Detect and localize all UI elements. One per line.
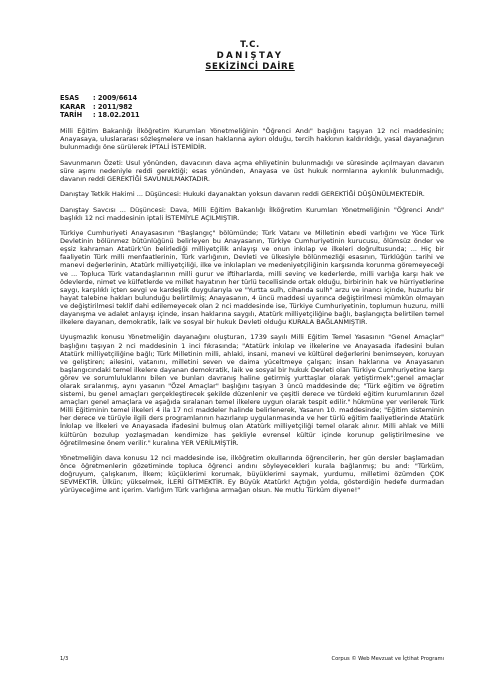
paragraph-defense-summary: Savunmanın Özeti: Usul yönünden, davacının dava açma ehliyetinin bulunmadığı ve süresinde açılmayan davanın süre aşımı nedeniyle reddi gerektiği; esas yönünden, Anayasa ve üst hukuk normlarına aykırılık bulunmadığı, davanın reddi GEREKTİĞİ SAVUNULMAKTADIR. [60,158,444,183]
paragraph-student-oath: Yönetmeliğin dava konusu 12 nci maddesinde ise, ilköğretim okullarında öğrencilerin, her gün dersler başlamadan önce öğretmenlerin gözetiminde topluca öğrenci andını söyleyecekleri kurala bağlanmış; bu and: "Türküm, doğruyum, çalışkanım, İlkem; küçüklerimi korumak, büyüklerimi saymak, yurdumu, milletimi özümden ÇOK SEVMEKTİR. Ülkün; yükselmek, İLERİ GİTMEKTİR. Ey Büyük Atatürk! Açtığın yolda, gösterdiğin hedefe durmadan yürüyeceğime ant içerim. Varlığım Türk varlığına armağan olsun. Ne mutlu Türküm diyene!" [60,454,444,495]
meta-row-karar [60,103,140,112]
source-credit: Corpus © Web Mevzuat ve İçtihat Programı [331,656,444,662]
meta-label: TARİH [60,111,83,119]
paragraph-subject: Milli Eğitim Bakanlığı İlköğretim Kurumları Yönetmeliğinin "Öğrenci Andı" başlığını taşıyan 12 nci maddesinin; Anayasaya, uluslararası sözleşmelere ve insan haklarına aykırı olduğu, tercih hakkının kaldırıldığı, yasal dayanağının bulunmadığı öne sürülerek İPTALİ İSTEMİDİR. [60,127,444,152]
header-court-name: DANIŞTAY [216,51,284,61]
paragraph-constitution: Türkiye Cumhuriyeti Anayasasının "Başlangıç" bölümünde; Türk Vatanı ve Milletinin ebedi varlığını ve Yüce Türk Devletinin bölünmez bütünlüğünü belirleyen bu Anayasanın, Türkiye Cumhuriyetinin kurucusu, ölümsüz önder ve eşsiz kahraman Atatürk'ün belirlediği milliyetçilik anlayışı ve onun inkılap ve ilkeleri doğrultusunda; ... Hiç bir faaliyetin Türk milli menfaatlerinin, Türk varlığının, Devleti ve ülkesiyle bölünmezliği esasının, Türklüğün tarihi ve manevi değerlerinin, Atatürk milliyetçiliği, ilke ve inkılapları ve medeniyetçiliğinin karşısında korunma göremeyeceği ve ... Topluca Türk vatandaşlarının milli gurur ve iftiharlarda, milli sevinç ve kederlerde, milli varlığa karşı hak ve ödevlerde, nimet ve külfetlerde ve millet hayatının her türlü tecellisinde ortak olduğu, birbirinin hak ve hürriyetlerine saygı, karşılıklı içten sevgi ve kardeşlik duygularıyla ve "Yurtta sulh, cihanda sulh" arzu ve inancı içinde, huzurlu bir hayat talebine hakları bulunduğu belirtilmiş; Anayasanın, 4 üncü maddesi uyarınca değiştirilmesi mümkün olmayan ve değiştirilmesi teklif dahi edilemeyecek olan 2 nci maddesinde ise, Türkiye Cumhuriyetinin, toplumun huzuru, milli dayanışma ve adalet anlayışı içinde, insan haklarına saygılı, Atatürk milliyetçiliğine bağlı, başlangıçta belirtilen temel ilkelere dayanan, demokratik, laik ve sosyal bir hukuk Devleti olduğu KURALA BAĞLANMIŞTIR. [60,229,444,327]
court-header [0,40,500,73]
meta-row-tarih [60,111,140,120]
page-number: 1/3 [60,656,69,662]
paragraph-prosecutor-opinion: Danıştay Savcısı ... Düşüncesi: Dava, Milli Eğitim Bakanlığı İlköğretim Kurumları Yönetmeliğinin "Öğrenci Andı" başlıklı 12 nci maddesinin iptali İSTEMİYLE AÇILMIŞTIR. [60,205,444,222]
decision-body [60,127,444,502]
paragraph-education-law: Uyuşmazlık konusu Yönetmeliğin dayanağını oluşturan, 1739 sayılı Milli Eğitim Temel Yasasının "Genel Amaçlar" başlığını taşıyan 2 nci maddesinin 1 inci fıkrasında; "Atatürk inkılap ve ilkelerine ve Anayasada ifadesini bulan Atatürk milliyetçiliğine bağlı; Türk Milletinin milli, ahlaki, insani, manevi ve kültürel değerlerini benimseyen, koruyan ve geliştiren; ailesini, vatanını, milletini seven ve daima yüceltmeye çalışan; insan haklarına ve Anayasanın başlangıcındaki temel ilkelere dayanan demokratik, laik ve sosyal bir hukuk Devleti olan Türkiye Cumhuriyetine karşı görev ve sorumluluklarını bilen ve bunları davranış haline getirmiş yurttaşlar olarak yetiştirmek";genel amaçlar olarak sıralanmış, aynı yasanın "Özel Amaçlar" başlığını taşıyan 3 üncü maddesinde de; "Türk eğitim ve öğretim sistemi, bu genel amaçları gerçekleştirecek şekilde düzenlenir ve çeşitli derece ve türdeki eğitim kurumlarının özel amaçları genel amaçlara ve aşağıda sıralanan temel ilkelere uygun olarak tespit edilir." hükmüne yer verilerek Türk Milli Eğitiminin temel ilkeleri 4 ila 17 nci maddeler halinde belirlenerek, Yasanın 10. maddesinde; "Eğitim sisteminin her derece ve türüyle ilgili ders programlarının hazırlanıp uygulanmasında ve her türlü eğitim faaliyetlerinde Atatürk İnkılap ve İlkeleri ve Anayasada ifadesini bulmuş olan Atatürk milliyetçiliği temel olarak alınır. Milli ahlak ve Milli kültürün bozulup yozlaşmadan kendimize has şekliyle evrensel kültür içinde korunup geliştirilmesine ve öğretilmesine önem verilir." kuralına YER VERİLMİŞTİR. [60,333,444,447]
page-footer [60,656,444,662]
meta-row-esas [60,94,140,103]
header-line-1: T.C. [240,40,260,50]
meta-label: ESAS [60,94,80,102]
meta-value: : 2009/6614 [93,94,138,102]
paragraph-judge-opinion: Danıştay Tetkik Hakimi ... Düşüncesi: Hukuki dayanaktan yoksun davanın reddi GEREKTİĞİ DÜŞÜNÜLMEKTEDİR. [60,190,425,199]
meta-value: : 2011/982 [93,102,133,111]
meta-value: : 18.02.2011 [93,111,140,119]
header-chamber: SEKİZİNCİ DAİRE [205,62,295,72]
case-metadata [60,94,140,120]
meta-label: KARAR [60,102,86,111]
